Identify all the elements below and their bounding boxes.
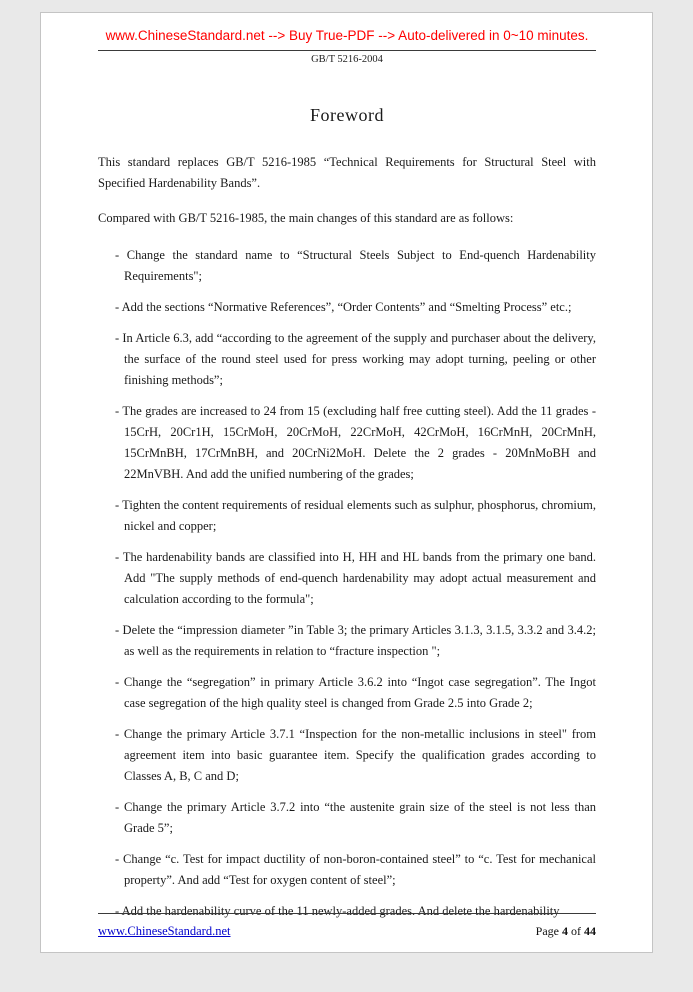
current-page-number: 4	[562, 924, 568, 938]
standard-number: GB/T 5216-2004	[311, 54, 383, 65]
document-page	[40, 12, 653, 953]
list-item: - Change the primary Article 3.7.2 into “the austenite grain size of the steel is not less than Grade 5”;	[115, 800, 596, 835]
list-item: - Delete the “impression diameter ”in Table 3; the primary Articles 3.1.3, 3.1.5, 3.3.2 and 3.4.2; as well as the requirements in relation to “fracture inspection ";	[115, 623, 596, 658]
list-item: - In Article 6.3, add “according to the agreement of the supply and purchaser about the delivery, the surface of the round steel used for press working may adopt turning, peeling or other finishing methods”;	[115, 331, 596, 387]
total-page-number: 44	[584, 924, 596, 938]
list-item: - Change the standard name to “Structural Steels Subject to End-quench Hardenability Requirements";	[115, 248, 596, 283]
list-item: - The grades are increased to 24 from 15 (excluding half free cutting steel). Add the 11 grades - 15CrH, 20Cr1H, 15CrMoH, 20CrMoH, 22CrMoH, 42CrMoH, 16CrMnH, 20CrMnH, 15CrMnBH, 17CrMnBH, and 20CrNi2MoH. Delete the 2 grades - 20MnMoBH and 22MnVBH. And add the unified numbering of the grades;	[115, 404, 596, 481]
list-item: - Change “c. Test for impact ductility of non-boron-contained steel” to “c. Test for mechanical property”. And add “Test for oxygen content of steel”;	[115, 852, 596, 887]
changes-list	[98, 245, 596, 922]
header-divider	[98, 50, 596, 51]
list-item: - Add the sections “Normative References”, “Order Contents” and “Smelting Process” etc.;	[115, 300, 572, 314]
page-title: Foreword	[310, 105, 384, 125]
list-item: - Tighten the content requirements of residual elements such as sulphur, phosphorus, chromium, nickel and copper;	[115, 498, 596, 533]
document-body	[98, 152, 596, 922]
list-item: - The hardenability bands are classified into H, HH and HL bands from the primary one band. Add "The supply methods of end-quench hardenability may adopt actual measurement and calculation according to the formula";	[115, 550, 596, 606]
list-item: - Add the hardenability curve of the 11 newly-added grades. And delete the hardenability	[115, 904, 560, 918]
footer-site-link[interactable]: www.ChineseStandard.net	[98, 924, 231, 938]
page-word: Page	[535, 924, 559, 938]
list-item: - Change the “segregation” in primary Article 3.6.2 into “Ingot case segregation”. The Ingot case segregation of the high quality steel is changed from Grade 2.5 into Grade 2;	[115, 675, 596, 710]
paragraph-changes-intro: Compared with GB/T 5216-1985, the main changes of this standard are as follows:	[98, 211, 514, 225]
of-word: of	[571, 924, 581, 938]
page-footer	[98, 913, 596, 939]
list-item: - Change the primary Article 3.7.1 “Inspection for the non-metallic inclusions in steel" from agreement item into basic guarantee item. Specify the qualification grades according to Classes A, B, C and D;	[115, 727, 596, 783]
promo-banner-link[interactable]: www.ChineseStandard.net --> Buy True-PDF --> Auto-delivered in 0~10 minutes.	[105, 28, 589, 43]
paragraph-replaces: This standard replaces GB/T 5216-1985 “Technical Requirements for Structural Steel with Specified Hardenability Bands”.	[98, 155, 596, 190]
page-indicator	[536, 924, 596, 939]
